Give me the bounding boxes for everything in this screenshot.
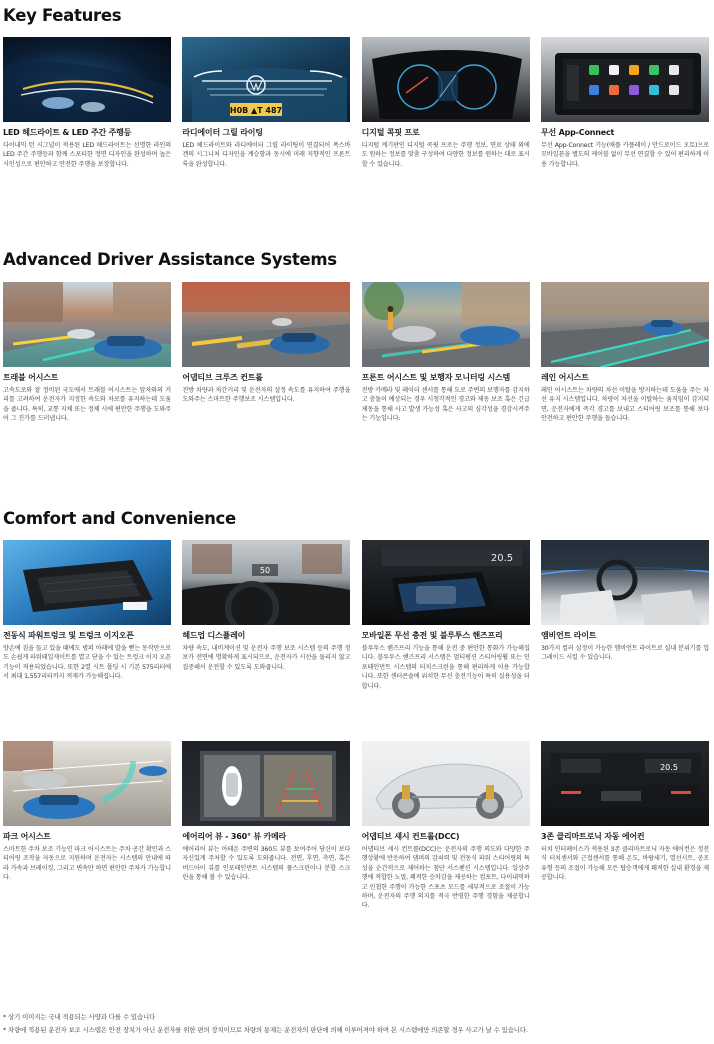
card-title: LED 헤드라이트 & LED 주간 주행등 — [3, 128, 132, 137]
card-description: 터치 인터페이스가 적용된 3존 클리마트로닉 자동 에어컨은 정전식 터치센서와 근접센서를 통해 온도, 바람세기, 열선시트, 공조 유형 등의 조절이 가능해 모든 탑승객에게 쾌적한 실내 환경을 제공합니다. — [540, 846, 709, 882]
card-description: 다이내믹 턴 시그널이 적용된 LED 헤드라이트는 선명한 라인의 LED 주간 주행등과 함께 스포티한 정면 디자인을 완성하며 높은 시인성으로 편안하고 안전한 주행을 보장합니다. — [3, 142, 171, 168]
section-title-comfort: Comfort and Convenience — [3, 509, 236, 528]
feature-card-climatronic — [541, 741, 709, 911]
feature-card-wireless-charging — [362, 540, 530, 691]
feature-card-travel-assist — [3, 282, 171, 424]
feature-card-dcc — [362, 741, 530, 911]
card-description: 레인 어시스트는 차량의 차선 이탈을 방지하는데 도움을 주는 차선 유지 시스템입니다. 차량이 차선을 이탈하는 움직임이 감지되면, 운전자에게 즉각 경고를 보내고 스티어링 보조를 통해 보다 안전하고 편안한 주행을 돕습니다. — [540, 387, 709, 423]
footnote-image-disclaimer: * 상기 이미지는 국내 적용되는 사양과 다를 수 있습니다 — [3, 1013, 156, 1021]
card-description: 에어리어 뷰는 아테온 주변의 360도 뷰를 보여주어 당신이 보다 자신있게 주차할 수 있도록 도와줍니다. 전면, 후면, 측면, 혹은 버드아이 뷰를 인포테인먼트 시스템의 풀스크린이나 분할 스크린을 통해 볼 수 있습니다. — [182, 846, 351, 882]
card-description: 고속도로와 잘 정비된 국도에서 트래블 어시스트는 앞차와의 거리를 고려하여 운전자가 지정한 속도와 차로를 유지하는데 도움을 줍니다. 특히, 교통 지체 또는 정체 시에 편안한 주행을 도와주어 그 진가를 드러냅니다. — [3, 387, 171, 423]
dcc-chassis-image — [362, 741, 530, 826]
card-description: 어댑티브 섀시 컨트롤(DCC)는 운전자의 주행 의도와 다양한 주행상황에 반응하여 댐퍼의 감쇠력 및 전동식 파워 스티어링의 특성을 순간적으로 제어하는 첨단 서스펜션 시스템입니다. 일상주행에 적합한 노멀, 쾌적한 승차감을 제공하는 컴포트, 다이내믹하고 민첩한 주행이 가능한 스포츠 모드를 세부적으로 조절이 가능하며, 운전자의 주행 의지를 적극 반영한 주행 경험을 제공합니다. — [361, 846, 530, 910]
card-title: 앰비언트 라이트 — [540, 631, 597, 640]
card-title: 디지털 콕핏 프로 — [361, 128, 420, 137]
card-description: 양손에 짐을 들고 있을 때에도 범퍼 아래에 발을 뻗는 동작만으로도 손쉽게 파워테일게이트를 열고 닫을 수 있는 트렁크 이지 오픈 기능이 적용되었습니다. 또한 2열 시트 폴딩 시 기본 575리터에서 최대 1,557리터까지 적재가 가능해집니다. — [3, 645, 171, 681]
comfort-grid-row-1 — [3, 540, 709, 691]
card-description: 스마트한 주차 보조 기능인 파크 어시스트는 주차 공간 확인과 스티어링 조작을 자동으로 지원하며 운전자는 시스템의 안내에 따라 가속과 브레이킹, 그리고 변속만 하면 편안한 주차가 가능합니다. — [3, 846, 171, 882]
card-description: 블루투스 핸즈프리 기능을 통해 운전 중 편안한 통화가 가능해집니다. 블루투스 핸즈프리 시스템은 멀티펑션 스티어링휠 또는 인포테인먼트 시스템의 터치스크린을 통해 편리하게 이용 가능합니다. 또한 센터콘솔에 위치한 무선 충전기능이 특히 실용성을 더합니다. — [361, 645, 530, 690]
card-title: 트래블 어시스트 — [3, 373, 59, 382]
feature-card-adaptive-cruise — [182, 282, 350, 424]
card-title: 라디에이터 그릴 라이팅 — [182, 128, 263, 137]
card-description: 전방 카메라 및 레이더 센서를 통해 도로 주변의 보행자를 감지하고 충돌이 예상되는 경우 시청각적인 경고와 제동 보조 혹은 긴급 제동을 통해 사고 발생 가능성 혹은 사고의 심각성을 경감시켜주는 기능입니다. — [361, 387, 530, 423]
feature-card-lane-assist — [541, 282, 709, 424]
feature-card-ambient-light — [541, 540, 709, 691]
feature-card-app-connect — [541, 37, 709, 169]
license-plate-text: H0B ▲T 487 — [230, 106, 283, 115]
feature-card-power-trunk — [3, 540, 171, 691]
card-description: 전방 차량과 차간거리 및 운전자의 설정 속도를 유지하여 주행을 도와주는 스마트한 주행보조 시스템입니다. — [182, 387, 351, 404]
card-description: 30가지 컬러 설정이 가능한 앰비언트 라이트로 실내 분위기를 업그레이드 시킬 수 있습니다. — [540, 645, 709, 662]
key-features-grid — [3, 37, 709, 169]
card-title: 모바일폰 무선 충전 및 블루투스 핸즈프리 — [361, 631, 503, 640]
card-title: 3존 클리마트로닉 자동 에어컨 — [540, 832, 645, 841]
card-description: 디지털 계기판인 디지털 콕핏 프로는 주행 정보, 연료 상태 외에도 원하는 정보를 맞춤 구성하여 다양한 정보를 원하는 대로 표시할 수 있습니다. — [361, 142, 530, 168]
card-title: 프론트 어시스트 및 보행자 모니터링 시스템 — [361, 373, 511, 382]
card-title: 어댑티브 크루즈 컨트롤 — [182, 373, 263, 382]
area-view-image — [182, 741, 350, 826]
climate-temp-text: 20.5 — [660, 763, 678, 772]
led-headlight-image — [3, 37, 171, 122]
feature-card-led-headlight — [3, 37, 171, 169]
adas-grid — [3, 282, 709, 424]
card-title: 무선 App-Connect — [540, 128, 615, 137]
power-trunk-image — [3, 540, 171, 625]
feature-card-radiator-grille — [182, 37, 350, 169]
wireless-charging-image — [362, 540, 530, 625]
wireless-temp-text: 20.5 — [490, 553, 513, 564]
lane-assist-image — [541, 282, 709, 367]
park-assist-image — [3, 741, 171, 826]
card-title: 어댑티브 섀시 컨트롤(DCC) — [361, 832, 460, 841]
feature-card-front-assist — [362, 282, 530, 424]
footnote-assist-disclaimer: * 차량에 적용된 운전자 보조 시스템은 안전 장치가 아닌 운전자를 위한 편의 장치이므로 차량의 통제는 운전자의 판단에 의해 이루어져야 하며 본 시스템에만 의존할 경우 사고가 날 수 있습니다. — [3, 1026, 528, 1034]
comfort-grid-row-2 — [3, 741, 709, 911]
section-title-adas: Advanced Driver Assistance Systems — [3, 250, 337, 269]
card-title: 전동식 파워트렁크 및 트렁크 이지오픈 — [3, 631, 134, 640]
climatronic-image — [541, 741, 709, 826]
hud-image — [182, 540, 350, 625]
front-assist-image — [362, 282, 530, 367]
card-description: LED 헤드라이트와 라디에이터 그릴 라이팅이 연결되어 폭스바겐의 시그니처 디자인을 계승함과 동시에 미래 지향적인 프론트 룩을 완성합니다. — [182, 142, 351, 168]
card-title: 에어리어 뷰 - 360° 뷰 카메라 — [182, 832, 287, 841]
digital-cockpit-image — [362, 37, 530, 122]
feature-card-digital-cockpit — [362, 37, 530, 169]
section-title-key-features: Key Features — [3, 6, 122, 25]
feature-card-hud — [182, 540, 350, 691]
hud-speed-text: 50 — [260, 566, 271, 575]
card-title: 레인 어시스트 — [540, 373, 589, 382]
feature-card-park-assist — [3, 741, 171, 911]
feature-card-area-view — [182, 741, 350, 911]
card-description: 무선 App-Connect 기능(애플 카플레이 / 안드로이드 오토)으로 모바일폰을 별도의 케이블 없이 무선 연결할 수 있어 편리하게 이용 가능합니다. — [540, 142, 709, 168]
card-title: 파크 어시스트 — [3, 832, 51, 841]
radiator-grille-image — [182, 37, 350, 122]
app-connect-image — [541, 37, 709, 122]
adaptive-cruise-image — [182, 282, 350, 367]
card-description: 차량 속도, 내비게이션 및 운전자 주행 보조 시스템 등의 주행 정보가 전면에 명확하게 표시되므로, 운전자가 시선을 돌리지 않고 집중해서 운전할 수 있도록 도와줍니다. — [182, 645, 351, 671]
card-title: 헤드업 디스플레이 — [182, 631, 246, 640]
travel-assist-image — [3, 282, 171, 367]
ambient-light-image — [541, 540, 709, 625]
